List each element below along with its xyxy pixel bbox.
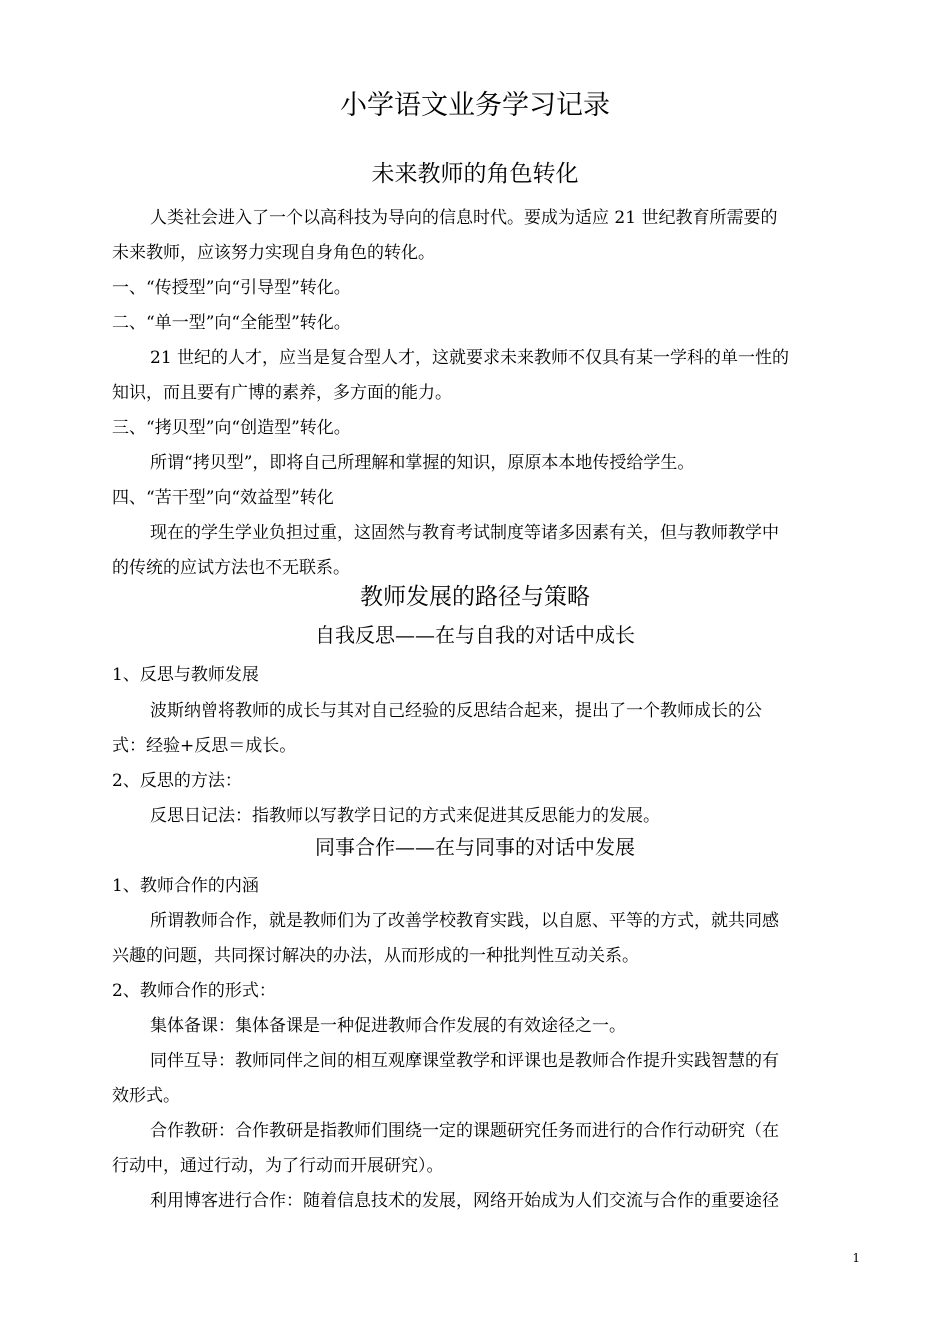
paragraph-line: 兴趣的问题，共同探讨解决的办法，从而形成的一种批判性互动关系。: [112, 946, 639, 966]
paragraph-line: 利用博客进行合作：随着信息技术的发展，网络开始成为人们交流与合作的重要途径: [150, 1191, 779, 1211]
paragraph-line: 效形式。: [112, 1086, 180, 1106]
point-heading: 1、教师合作的内涵: [112, 876, 259, 896]
subsection-heading-self-reflection: 自我反思——在与自我的对话中成长: [315, 623, 635, 647]
point-heading: 2、反思的方法：: [112, 771, 242, 791]
paragraph-line: 合作教研：合作教研是指教师们围绕一定的课题研究任务而进行的合作行动研究（在: [150, 1121, 779, 1141]
point-heading: 1、反思与教师发展: [112, 665, 259, 685]
paragraph-line: 人类社会进入了一个以高科技为导向的信息时代。要成为适应 21 世纪教育所需要的: [150, 208, 778, 228]
paragraph-line: 波斯纳曾将教师的成长与其对自己经验的反思结合起来，提出了一个教师成长的公: [150, 701, 762, 721]
paragraph-line: 集体备课：集体备课是一种促进教师合作发展的有效途径之一。: [150, 1016, 626, 1036]
paragraph-line: 所谓教师合作，就是教师们为了改善学校教育实践，以自愿、平等的方式，就共同感: [150, 911, 779, 931]
paragraph-line: 所谓“拷贝型”，即将自己所理解和掌握的知识，原原本本地传授给学生。: [150, 453, 695, 473]
paragraph-line: 行动中，通过行动，为了行动而开展研究）。: [112, 1156, 444, 1176]
list-item-heading: 二、“单一型”向“全能型”转化。: [112, 313, 351, 333]
point-heading: 2、教师合作的形式：: [112, 981, 276, 1001]
paragraph-line: 21 世纪的人才，应当是复合型人才，这就要求未来教师不仅具有某一学科的单一性的: [150, 348, 790, 368]
subsection-heading-colleague-cooperation: 同事合作——在与同事的对话中发展: [315, 835, 635, 859]
paragraph-line: 反思日记法：指教师以写教学日记的方式来促进其反思能力的发展。: [150, 806, 660, 826]
paragraph-line: 未来教师，应该努力实现自身角色的转化。: [112, 243, 435, 263]
paragraph-line: 知识，而且要有广博的素养，多方面的能力。: [112, 383, 452, 403]
paragraph-line: 的传统的应试方法也不无联系。: [112, 558, 350, 578]
list-item-heading: 四、“苦干型”向“效益型”转化: [112, 488, 334, 508]
section-heading-development-path: 教师发展的路径与策略: [360, 584, 590, 610]
list-item-heading: 一、“传授型”向“引导型”转化。: [112, 278, 351, 298]
paragraph-line: 同伴互导：教师同伴之间的相互观摩课堂教学和评课也是教师合作提升实践智慧的有: [150, 1051, 779, 1071]
document-title: 小学语文业务学习记录: [340, 90, 610, 121]
page-number: 1: [852, 1251, 860, 1265]
list-item-heading: 三、“拷贝型”向“创造型”转化。: [112, 418, 351, 438]
paragraph-line: 式：经验+反思＝成长。: [112, 736, 297, 756]
paragraph-line: 现在的学生学业负担过重，这固然与教育考试制度等诸多因素有关，但与教师教学中: [150, 523, 779, 543]
section-heading-role-transformation: 未来教师的角色转化: [371, 161, 579, 187]
